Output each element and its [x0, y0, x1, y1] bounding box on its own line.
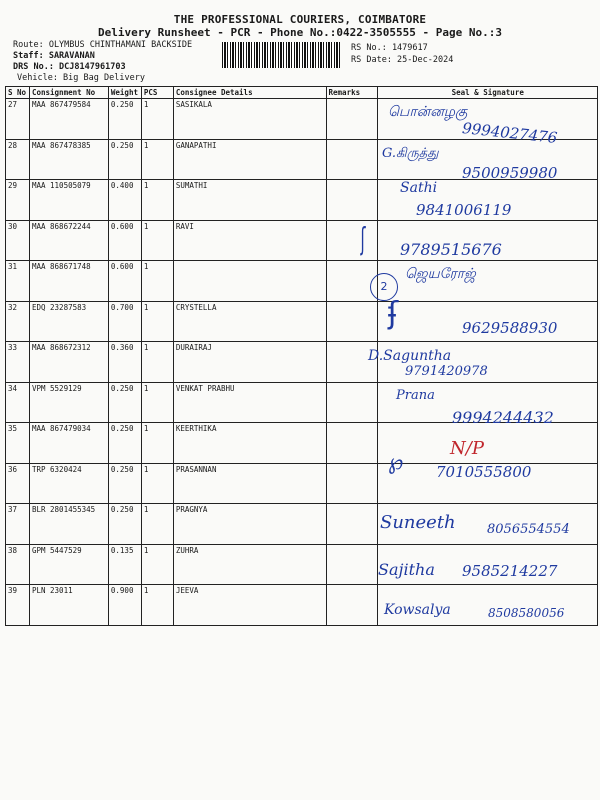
cell-signature — [378, 423, 598, 464]
table-row — [6, 423, 598, 464]
cell-consignee: PRAGNYA — [173, 504, 326, 545]
cell-consignment: MAA 868672312 — [29, 342, 108, 383]
cell-weight: 0.250 — [108, 463, 141, 504]
cell-pcs: 1 — [141, 504, 173, 545]
cell-consignee: CRYSTELLA — [173, 301, 326, 342]
signature-38-phone: 9585214227 — [462, 562, 558, 580]
cell-remarks — [326, 585, 378, 626]
cell-sno: 39 — [6, 585, 30, 626]
signature-29-phone: 9841006119 — [416, 201, 512, 219]
cell-remarks — [326, 544, 378, 585]
col-weight: Weight — [108, 87, 141, 99]
cell-pcs: 1 — [141, 382, 173, 423]
col-signature: Seal & Signature — [378, 87, 598, 99]
cell-consignee — [173, 261, 326, 302]
cell-sno: 34 — [6, 382, 30, 423]
signature-31-circle: 2 — [370, 273, 398, 301]
table-row — [6, 220, 598, 261]
col-consignment: Consignment No — [29, 87, 108, 99]
col-pcs: PCS — [141, 87, 173, 99]
staff-label: Staff: SARAVANAN — [13, 51, 95, 61]
signature-36-mark: ℘ — [388, 450, 404, 475]
signature-30-mark: ʃ — [360, 222, 366, 257]
cell-pcs: 1 — [141, 544, 173, 585]
cell-remarks — [326, 220, 378, 261]
cell-consignment: MAA 868671748 — [29, 261, 108, 302]
cell-sno: 38 — [6, 544, 30, 585]
signature-36-phone: 7010555800 — [436, 463, 532, 481]
cell-sno: 36 — [6, 463, 30, 504]
cell-weight: 0.250 — [108, 99, 141, 140]
cell-weight: 0.135 — [108, 544, 141, 585]
drs-label: DRS No.: DCJ8147961703 — [13, 62, 126, 72]
cell-remarks — [326, 301, 378, 342]
table-row — [6, 342, 598, 383]
barcode — [222, 42, 340, 68]
cell-pcs: 1 — [141, 261, 173, 302]
cell-consignment: MAA 867478385 — [29, 139, 108, 180]
cell-weight: 0.400 — [108, 180, 141, 221]
cell-consignee: PRASANNAN — [173, 463, 326, 504]
signature-37-phone: 8056554554 — [487, 522, 570, 537]
signature-28-phone: 9500959980 — [462, 164, 558, 182]
cell-pcs: 1 — [141, 423, 173, 464]
signature-28-name: G.கிருத்து — [382, 146, 439, 161]
cell-remarks — [326, 99, 378, 140]
cell-remarks — [326, 180, 378, 221]
cell-consignment: GPM 5447529 — [29, 544, 108, 585]
cell-weight: 0.360 — [108, 342, 141, 383]
vehicle-label: Vehicle: Big Bag Delivery — [17, 73, 145, 83]
cell-remarks — [326, 382, 378, 423]
company-title: THE PROFESSIONAL COURIERS, COIMBATORE — [173, 13, 427, 26]
cell-sno: 33 — [6, 342, 30, 383]
cell-sno: 32 — [6, 301, 30, 342]
cell-weight: 0.250 — [108, 139, 141, 180]
signature-33-name: D.Saguntha — [368, 348, 452, 364]
cell-consignment: VPM 5529129 — [29, 382, 108, 423]
cell-consignment: EDQ 23287583 — [29, 301, 108, 342]
cell-remarks — [326, 463, 378, 504]
rs-date: RS Date: 25-Dec-2024 — [351, 55, 454, 65]
cell-consignment: MAA 110505079 — [29, 180, 108, 221]
col-consignee: Consignee Details — [173, 87, 326, 99]
rs-no: RS No.: 1479617 — [351, 43, 428, 53]
cell-sno: 30 — [6, 220, 30, 261]
signature-34-phone: 9994244432 — [452, 408, 554, 427]
signature-31-name: ஜெயரோஜ் — [405, 266, 476, 282]
cell-sno: 29 — [6, 180, 30, 221]
table-header-row — [6, 87, 598, 99]
cell-pcs: 1 — [141, 139, 173, 180]
cell-sno: 31 — [6, 261, 30, 302]
col-remarks: Remarks — [326, 87, 378, 99]
cell-pcs: 1 — [141, 220, 173, 261]
cell-consignee: VENKAT PRABHU — [173, 382, 326, 423]
cell-pcs: 1 — [141, 180, 173, 221]
route-label: Route: OLYMBUS CHINTHAMANI BACKSIDE — [13, 40, 193, 50]
signature-39-name: Kowsalya — [384, 602, 451, 618]
cell-sno: 37 — [6, 504, 30, 545]
signature-39-phone: 8508580056 — [488, 606, 565, 620]
cell-consignment: MAA 868672244 — [29, 220, 108, 261]
cell-consignee: RAVI — [173, 220, 326, 261]
cell-weight: 0.600 — [108, 220, 141, 261]
signature-37-name: Suneeth — [380, 512, 456, 533]
signature-27-phone: 9994027476 — [461, 119, 559, 147]
signature-30-phone: 9789515676 — [400, 240, 502, 259]
table-row — [6, 261, 598, 302]
cell-consignee: JEEVA — [173, 585, 326, 626]
cell-consignee: ZUHRA — [173, 544, 326, 585]
cell-sno: 35 — [6, 423, 30, 464]
cell-consignment: PLN 23011 — [29, 585, 108, 626]
cell-pcs: 1 — [141, 463, 173, 504]
cell-weight: 0.600 — [108, 261, 141, 302]
signature-32-phone: 9629588930 — [462, 319, 558, 337]
cell-consignment: TRP 6320424 — [29, 463, 108, 504]
cell-consignee: DURAIRAJ — [173, 342, 326, 383]
cell-consignment: BLR 2801455345 — [29, 504, 108, 545]
cell-consignee: SUMATHI — [173, 180, 326, 221]
cell-consignment: MAA 867479584 — [29, 99, 108, 140]
cell-remarks — [326, 504, 378, 545]
cell-sno: 28 — [6, 139, 30, 180]
signature-32-mark: ʄ — [388, 296, 399, 331]
signature-27-name: பொன்னழகு — [388, 104, 468, 120]
cell-consignee: SASIKALA — [173, 99, 326, 140]
signature-29-name: Sathi — [400, 180, 438, 196]
cell-pcs: 1 — [141, 342, 173, 383]
col-sno: S No — [6, 87, 30, 99]
cell-weight: 0.900 — [108, 585, 141, 626]
cell-weight: 0.700 — [108, 301, 141, 342]
cell-weight: 0.250 — [108, 504, 141, 545]
cell-sno: 27 — [6, 99, 30, 140]
cell-consignment: MAA 867479034 — [29, 423, 108, 464]
runsheet-subtitle: Delivery Runsheet - PCR - Phone No.:0422-3505555 - Page No.:3 — [98, 26, 502, 39]
signature-36-note: N/P — [450, 438, 484, 459]
signature-33-phone: 9791420978 — [405, 364, 488, 379]
cell-weight: 0.250 — [108, 382, 141, 423]
cell-remarks — [326, 139, 378, 180]
cell-consignee: GANAPATHI — [173, 139, 326, 180]
signature-38-name: Sajitha — [378, 560, 435, 579]
cell-consignee: KEERTHIKA — [173, 423, 326, 464]
cell-pcs: 1 — [141, 99, 173, 140]
cell-pcs: 1 — [141, 585, 173, 626]
cell-pcs: 1 — [141, 301, 173, 342]
cell-weight: 0.250 — [108, 423, 141, 464]
signature-34-name: Prana — [396, 388, 435, 403]
cell-remarks — [326, 423, 378, 464]
